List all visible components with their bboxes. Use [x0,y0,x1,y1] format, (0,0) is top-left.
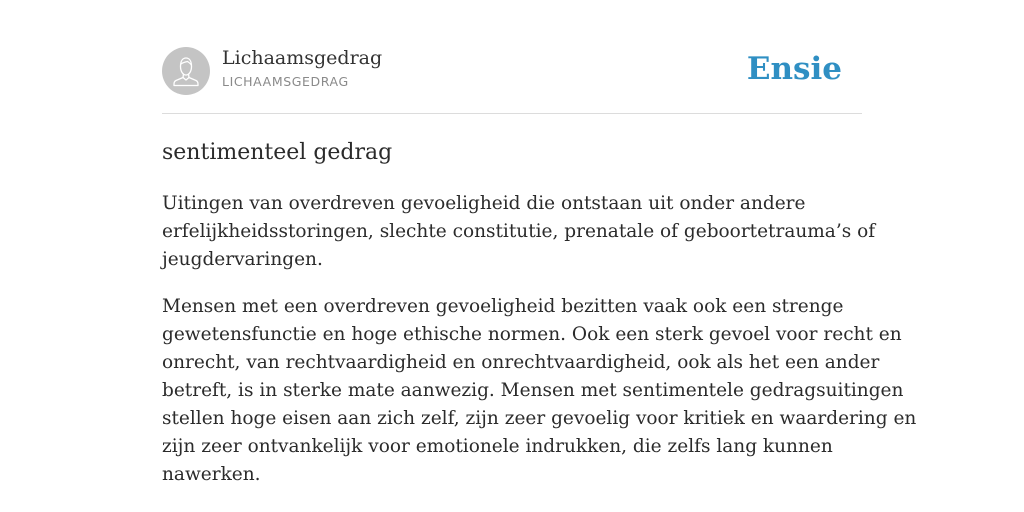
author-handle[interactable]: LICHAAMSGEDRAG [222,74,349,89]
paragraph-line: gewetensfunctie en hoge ethische normen. Ook een sterk gevoel voor recht en [162,324,902,345]
paragraph-line: nawerken. [162,464,261,485]
ensie-logo[interactable]: Ensie [746,51,842,87]
page-container [162,0,917,485]
paragraph-line: onrecht, van rechtvaardigheid en onrechtvaardigheid, ook als het een ander [162,352,880,373]
paragraph-line: betreft, is in sterke mate aanwezig. Mensen met sentimentele gedragsuitingen [162,380,904,401]
paragraph-line: jeugdervaringen. [162,249,323,270]
paragraph-line: Mensen met een overdreven gevoeligheid bezitten vaak ook een strenge [162,296,844,317]
entry-paragraph-1 [162,190,875,274]
paragraph-line: zijn zeer ontvankelijk voor emotionele indrukken, die zelfs lang kunnen [162,436,833,457]
paragraph-line: erfelijkheidsstoringen, slechte constitutie, prenatale of geboortetrauma’s of [162,221,876,242]
entry-paragraph-2 [162,293,916,489]
paragraph-line: Uitingen van overdreven gevoeligheid die ontstaan uit onder andere [162,193,806,214]
author-name[interactable]: Lichaamsgedrag [222,47,383,69]
author-avatar[interactable] [162,47,210,95]
entry-header [162,0,862,114]
user-silhouette-icon [162,47,210,95]
paragraph-line: stellen hoge eisen aan zich zelf, zijn zeer gevoelig voor kritiek en waardering en [162,408,917,429]
entry-title: sentimenteel gedrag [162,140,393,165]
